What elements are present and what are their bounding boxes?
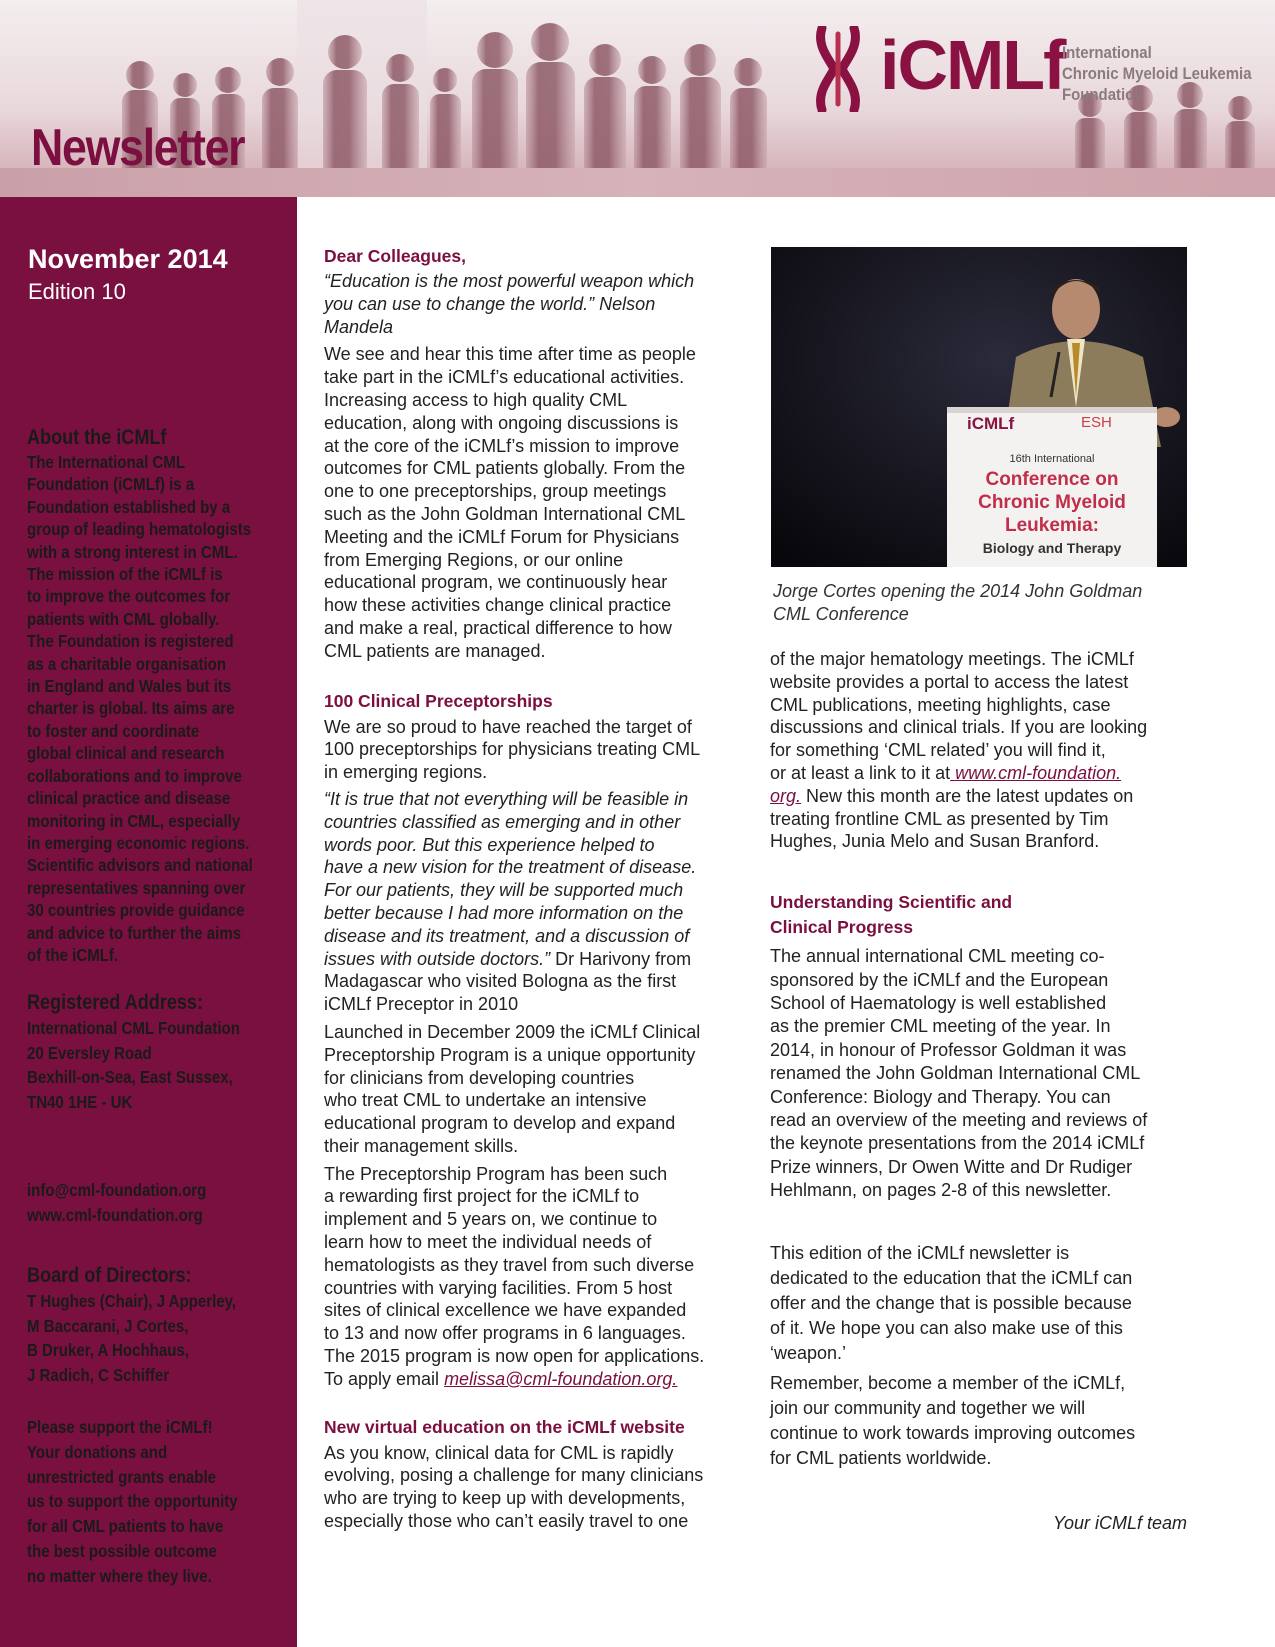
address-text [27,1016,285,1114]
launch-line: educational program to develop and expand [324,1113,676,1134]
science-heading [770,890,1190,940]
science-line: The annual international CML meeting co- [770,946,1105,967]
website-link-part[interactable]: org. [770,785,802,806]
website-after-link: New this month are the latest updates on [801,785,1134,806]
about-line: The mission of the iCMLf is [27,564,223,585]
about-line: Scientific advisors and national [27,855,253,876]
newsletter-title: Newsletter [31,119,245,177]
edition-line: dedicated to the education that the iCMLf can [770,1267,1133,1288]
about-line: 30 countries provide guidance [27,900,245,921]
support-line: unrestricted grants enable [27,1466,217,1487]
precept-line: We are so proud to have reached the target of [324,716,692,737]
intro-line: and make a real, practical difference to how [324,617,672,638]
website-link[interactable]: www.cml-foundation.org [27,1204,203,1225]
quote-line: you can use to change the world.” Nelson [324,293,656,314]
edition-line: This edition of the iCMLf newsletter is [770,1242,1070,1263]
intro-line: how these activities change clinical practice [324,595,672,616]
intro-line: Meeting and the iCMLf Forum for Physicians [324,526,680,547]
precept-end-line: Madagascar who visited Bologna as the first [324,971,677,992]
remember-line: join our community and together we will [770,1397,1086,1418]
precept-quote-line: countries classified as emerging and in other [324,811,681,832]
launch-line: their management skills. [324,1135,519,1156]
about-line: in England and Wales but its [27,676,232,697]
science-line: as the premier CML meeting of the year. In [770,1016,1111,1037]
about-line: Foundation established by a [27,496,231,517]
precept-quote-line: better because I had more information on the [324,902,684,923]
address-section [27,990,297,1114]
podium-esh: ESH [1081,414,1112,431]
about-line: and advice to further the aims [27,922,242,943]
apply-email-link[interactable]: melissa@cml-foundation.org. [444,1368,678,1389]
science-paragraph [770,945,1190,1202]
science-line: Prize winners, Dr Owen Witte and Dr Rudiger [770,1156,1133,1177]
about-line: group of leading hematologists [27,519,252,540]
board-text [27,1289,285,1387]
board-line: J Radich, C Schiffer [27,1364,170,1385]
about-line: patients with CML globally. [27,608,220,629]
support-line: Your donations and [27,1441,168,1462]
intro-line: education, along with ongoing discussions is [324,412,679,433]
quote-line: Mandela [324,316,394,337]
intro-line: outcomes for CML patients globally. From the [324,458,686,479]
masthead [0,0,1275,197]
science-line: renamed the John Goldman International CML [770,1063,1141,1084]
virtual-education-paragraph [324,1442,744,1533]
program-line: learn how to meet the individual needs of [324,1232,652,1253]
board-section [27,1263,297,1387]
signoff: Your iCMLf team [1052,1513,1187,1533]
science-line: Conference: Biology and Therapy. You can [770,1086,1111,1107]
website-link-part[interactable]: www.cml-foundation. [950,762,1122,783]
website-paragraph [770,648,1190,853]
about-line: monitoring in CML, especially [27,810,241,831]
program-line: to 13 and now offer programs in 6 languages. [324,1323,686,1344]
address-line: Bexhill-on-Sea, East Sussex, [27,1067,233,1087]
program-line: sites of clinical excellence we have expanded [324,1300,687,1321]
about-text [27,451,285,966]
intro-line: from Emerging Regions, or our online [324,549,624,570]
about-line: collaborations and to improve [27,765,242,786]
science-heading-line: Understanding Scientific and [770,892,1013,913]
speaker-at-podium-image [771,247,1187,567]
about-line: with a strong interest in CML. [27,541,238,562]
edition-line: ‘weapon.’ [770,1342,847,1363]
website-line: for something ‘CML related’ you will find it, [770,740,1106,761]
issue-edition: Edition 10 [28,279,126,304]
precept-quote-line: disease and its treatment, and a discussion of [324,925,690,946]
science-line: 2014, in honour of Professor Goldman it was [770,1039,1127,1060]
support-line: us to support the opportunity [27,1491,238,1512]
photo-caption [773,580,1193,626]
podium-line: Conference on [985,469,1119,490]
virtual-line: As you know, clinical data for CML is rapidly [324,1442,674,1463]
virtual-line: who are trying to keep up with developments, [324,1488,686,1509]
main-column-left [324,245,744,1533]
about-line: global clinical and research [27,743,225,764]
science-line: the keynote presentations from the 2014 iCMLf [770,1133,1145,1154]
support-line: for all CML patients to have [27,1516,224,1537]
science-heading-line: Clinical Progress [770,917,913,938]
remember-paragraph [770,1371,1190,1471]
edition-line: of it. We hope you can also make use of this [770,1317,1123,1338]
website-line: discussions and clinical trials. If you are looking [770,717,1148,738]
tagline-line: Chronic Myeloid Leukemia [1062,64,1252,83]
launch-line: Launched in December 2009 the iCMLf Clinical [324,1021,701,1042]
intro-line: Increasing access to high quality CML [324,389,628,410]
intro-line: such as the John Goldman International CML [324,503,686,524]
precept-line: 100 preceptorships for physicians treating CML [324,739,701,760]
support-line: the best possible outcome [27,1540,217,1561]
preceptorships-heading: 100 Clinical Preceptorships [324,690,553,711]
about-line: Foundation (iCMLf) is a [27,474,195,495]
website-link-prefix: or at least a link to it at [770,762,951,783]
caption-line: Jorge Cortes opening the 2014 John Goldman [773,581,1143,601]
about-line: clinical practice and disease [27,788,231,809]
about-line: The Foundation is registered [27,631,234,652]
launch-line: Preceptorship Program is a unique opportunity [324,1044,696,1065]
preceptor-attribution-cont [324,970,744,1016]
intro-line: educational program, we continuously hear [324,572,668,593]
program-line: a rewarding first project for the iCMLf to [324,1186,640,1207]
apply-prefix: To apply email [324,1368,445,1389]
podium-line: Biology and Therapy [982,540,1122,556]
about-line: The International CML [27,452,186,472]
tagline-line: Foundation [1062,85,1144,104]
preceptor-quote-text [324,788,744,948]
intro-paragraph [324,343,744,662]
caption-line: CML Conference [773,603,909,624]
address-line: TN40 1HE - UK [27,1091,133,1112]
precept-quote-line: words poor. But this experience helped to [324,834,655,855]
virtual-line: evolving, posing a challenge for many clinicians [324,1465,704,1486]
board-line: T Hughes (Chair), J Apperley, [27,1291,237,1311]
about-line: to improve the outcomes for [27,586,231,607]
chromosome-logo-icon [812,26,864,112]
program-line: The 2015 program is now open for applications. [324,1346,705,1367]
edition-line: offer and the change that is possible because [770,1292,1132,1313]
launch-line: who treat CML to undertake an intensive [324,1090,647,1111]
podium-logo: iCMLf [967,414,1015,433]
launch-paragraph [324,1021,744,1158]
preceptor-quote [324,788,744,1016]
intro-line: We see and hear this time after time as people [324,344,696,365]
about-line: charter is global. Its aims are [27,698,235,719]
precept-line: in emerging regions. [324,762,488,783]
email-link[interactable]: info@cml-foundation.org [27,1180,207,1200]
precept-quote-line: “It is true that not everything will be feasible in [324,788,689,809]
issue-date: November 2014 [28,244,228,274]
board-line: M Baccarani, J Cortes, [27,1315,189,1336]
precept-quote-line: have a new vision for the treatment of disease. [324,857,697,878]
address-line: International CML Foundation [27,1018,240,1038]
science-line: sponsored by the iCMLf and the European [770,969,1109,990]
intro-line: CML patients are managed. [324,640,546,661]
intro-line: one to one preceptorships, group meetings [324,481,667,502]
contact-section [27,1178,297,1227]
podium-line: 16th International [1009,453,1095,465]
about-line: of the iCMLf. [27,944,119,965]
about-heading: About the iCMLf [27,426,167,449]
intro-line: at the core of the iCMLf’s mission to improve [324,435,680,456]
program-paragraph [324,1163,744,1391]
website-end-line: Hughes, Junia Melo and Susan Branford. [770,831,1100,852]
about-line: representatives spanning over [27,877,246,898]
website-line: CML publications, meeting highlights, case [770,694,1111,715]
website-line: of the major hematology meetings. The iCMLf [770,649,1134,669]
remember-line: for CML patients worldwide. [770,1447,992,1468]
logo-tagline [1062,42,1252,105]
launch-line: for clinicians from developing countries [324,1067,635,1088]
mandela-quote [324,270,744,338]
about-section [27,425,297,966]
main-column-right [770,648,1190,1471]
support-text [27,1415,285,1589]
address-line: 20 Eversley Road [27,1042,152,1063]
preceptor-quote-tail: issues with outside doctors.” [324,948,551,969]
science-line: read an overview of the meeting and reviews of [770,1110,1148,1131]
greeting-heading: Dear Colleagues, [324,246,466,266]
preceptorships-paragraph [324,716,744,784]
website-end-line: treating frontline CML as presented by Tim [770,808,1109,829]
remember-line: continue to work towards improving outcomes [770,1422,1136,1443]
support-line: Please support the iCMLf! [27,1417,213,1437]
podium-line: Chronic Myeloid [978,492,1126,513]
podium-line: Leukemia: [1005,515,1099,536]
intro-line: take part in the iCMLf’s educational activities. [324,367,685,388]
about-line: as a charitable organisation [27,653,227,674]
virtual-education-heading: New virtual education on the iCMLf website [324,1416,685,1437]
board-line: B Druker, A Hochhaus, [27,1340,189,1360]
program-line: The Preceptorship Program has been such [324,1163,668,1184]
virtual-line: especially those who can’t easily travel to one [324,1511,689,1532]
conference-photo [771,247,1187,567]
about-line: to foster and coordinate [27,720,200,741]
quote-line: “Education is the most powerful weapon which [324,271,695,291]
logo-wordmark: iCMLf [880,26,1065,104]
edition-paragraph [770,1241,1190,1366]
program-line: hematologists as they travel from such diverse [324,1254,695,1275]
website-line: website provides a portal to access the latest [770,671,1129,692]
tagline-line: International [1062,43,1152,62]
board-heading: Board of Directors: [27,1264,192,1287]
precept-quote-line: For our patients, they will be supported much [324,880,684,901]
precept-end-line: iCMLf Preceptor in 2010 [324,994,519,1015]
preceptor-attribution: Dr Harivony from [550,948,692,969]
science-line: Hehlmann, on pages 2-8 of this newsletter. [770,1180,1112,1201]
address-heading: Registered Address: [27,991,203,1014]
science-line: School of Haematology is well established [770,992,1107,1013]
support-line: no matter where they live. [27,1565,212,1586]
program-line: countries with varying facilities. From 5 host [324,1277,673,1298]
about-line: in emerging economic regions. [27,832,250,853]
support-section [27,1415,297,1589]
program-line: implement and 5 years on, we continue to [324,1209,658,1230]
remember-line: Remember, become a member of the iCMLf, [770,1372,1126,1393]
